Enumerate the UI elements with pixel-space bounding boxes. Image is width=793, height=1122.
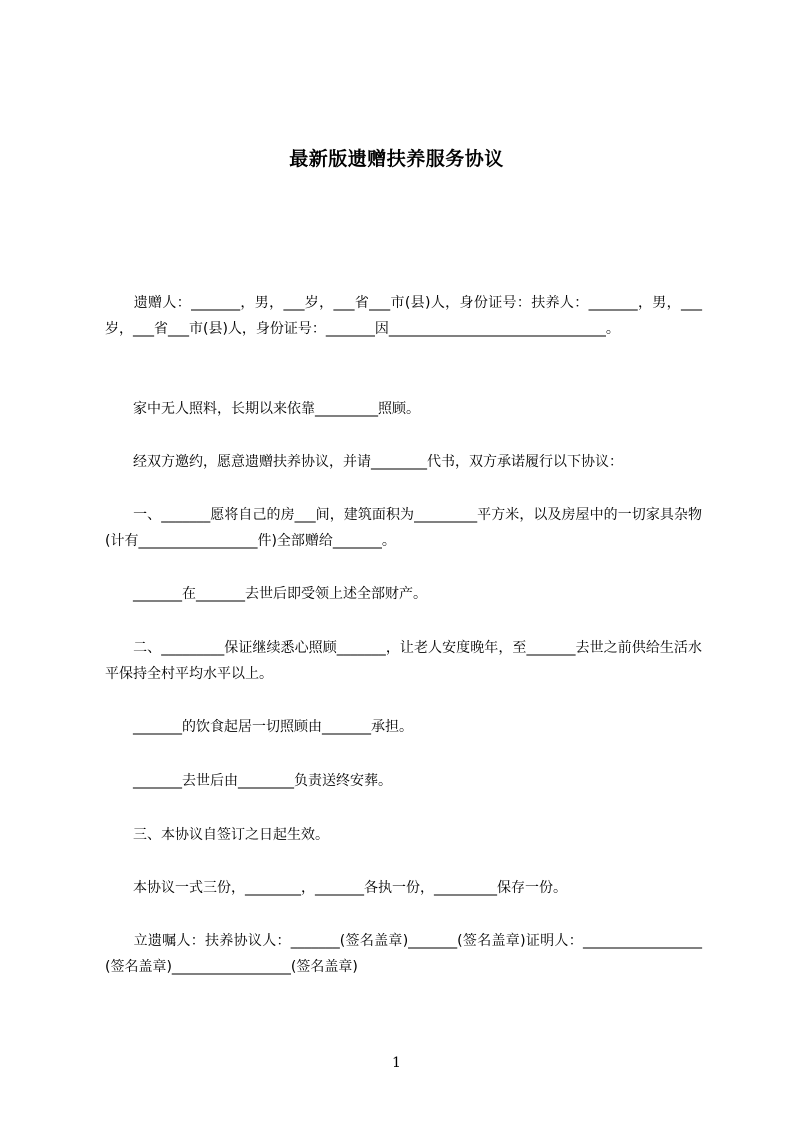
paragraph-daily-care: _______的饮食起居一切照顾由_______承担。 [105,719,413,735]
paragraph-clause-two: 二、_________保证继续悉心照顾_______，让老人安度晚年，至_______去世之前供给生活水平保持全村平均水平以上。 [105,640,702,682]
paragraph-parties: 遗赠人：_______，男，___岁，___省___市(县)人，身份证号：扶养人：_______，男，___岁，___省___市(县)人，身份证号：_______因_______________________________。 [105,295,702,337]
page-number: 1 [392,1055,401,1071]
paragraph-care-background: 家中无人照料，长期以来依靠_________照顾。 [105,401,420,417]
paragraph-clause-one: 一、_______愿将自己的房___间，建筑面积为_________平方米，以及房屋中的一切家具杂物(计有_________________件)全部赠给_______。 [105,507,702,549]
document-title: 最新版遗赠扶养服务协议 [289,148,504,170]
paragraph-property-receipt: _______在_______去世后即受领上述全部财产。 [105,586,427,602]
paragraph-agreement-intro: 经双方邀约，愿意遗赠扶养协议，并请________代书，双方承诺履行以下协议： [105,454,623,470]
paragraph-clause-three: 三、本协议自签订之日起生效。 [105,827,329,843]
paragraph-funeral: _______去世后由________负责送终安葬。 [105,773,392,789]
paragraph-signatures: 立遗嘱人：扶养协议人：_______(签名盖章)_______(签名盖章)证明人：_________________(签名盖章)_________________(签名盖章) [105,933,702,975]
paragraph-copies: 本协议一式三份，________，_______各执一份，_________保存一份。 [105,880,567,896]
